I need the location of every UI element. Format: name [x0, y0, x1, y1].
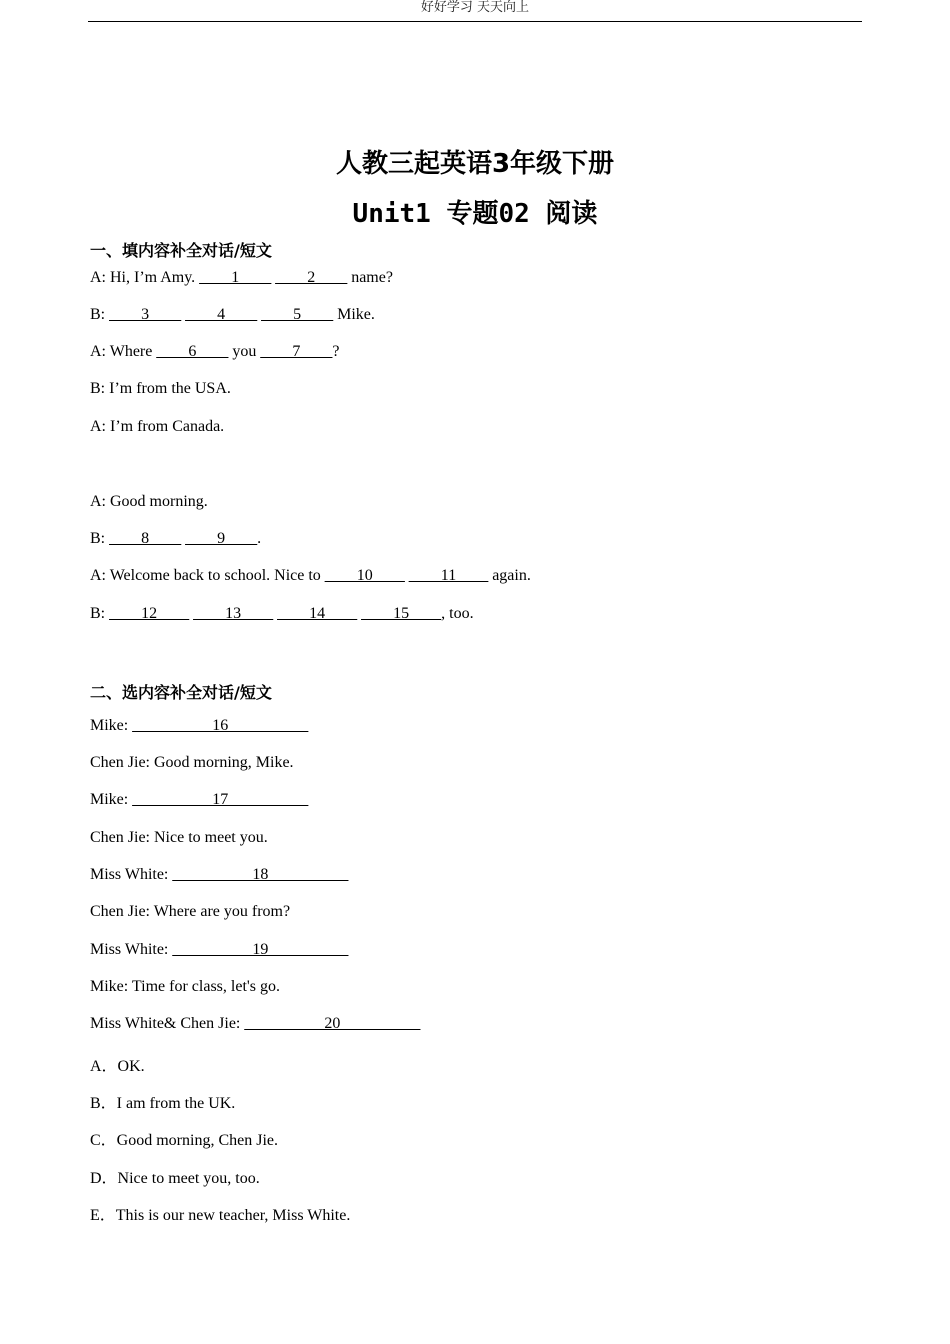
- section2-line: [90, 754, 294, 772]
- section1-line: [90, 418, 224, 436]
- section1-line: [90, 269, 393, 287]
- answer-blank: ____3____: [109, 306, 182, 323]
- section2-line: [90, 829, 268, 847]
- dialogue-text: A: Welcome back to school. Nice to: [90, 567, 325, 584]
- dialogue-text: ?: [332, 343, 340, 360]
- section1-line: [90, 605, 474, 623]
- section2-line: [90, 1015, 420, 1033]
- dialogue-text: Mike:: [90, 791, 133, 808]
- dialogue-text: , too.: [441, 605, 474, 622]
- dialogue-text: A: Hi, I’m Amy.: [90, 269, 200, 286]
- dialogue-text: you: [228, 343, 261, 360]
- dialogue-text: Miss White& Chen Jie:: [90, 1015, 245, 1032]
- answer-blank: ____14____: [277, 605, 358, 622]
- answer-blank: __________18__________: [172, 866, 349, 883]
- section1-line: [90, 306, 375, 324]
- answer-blank: ____12____: [109, 605, 190, 622]
- section1-line: [90, 530, 261, 548]
- answer-option: E．This is our new teacher, Miss White.: [90, 1207, 351, 1224]
- dialogue-text: A: I’m from Canada.: [90, 418, 225, 435]
- answer-blank: ____2____: [275, 269, 348, 286]
- answer-option: C．Good morning, Chen Jie.: [90, 1132, 278, 1149]
- section1-heading: 一、填内容补全对话/短文: [90, 241, 272, 260]
- dialogue-text: A: Good morning.: [90, 493, 208, 510]
- answer-option: D．Nice to meet you, too.: [90, 1170, 260, 1187]
- dialogue-text: Chen Jie: Nice to meet you.: [90, 829, 268, 846]
- section2-line: [90, 903, 290, 921]
- section2-line: [90, 941, 348, 959]
- section1-line: [90, 493, 208, 511]
- section2-line: [90, 717, 308, 735]
- dialogue-text: Mike: Time for class, let's go.: [90, 978, 280, 995]
- answer-blank: __________20__________: [244, 1015, 421, 1032]
- answer-blank: __________17__________: [132, 791, 309, 808]
- answer-blank: ____6____: [156, 343, 229, 360]
- answer-blank: ____7____: [260, 343, 333, 360]
- document-subtitle: Unit1 专题02 阅读: [352, 199, 598, 229]
- dialogue-text: Mike.: [333, 306, 375, 323]
- section2-line: [90, 866, 348, 884]
- dialogue-text: name?: [347, 269, 393, 286]
- document-title: 人教三起英语3年级下册: [335, 149, 615, 179]
- dialogue-text: .: [257, 530, 262, 547]
- section2-line: [90, 978, 280, 996]
- dialogue-text: Mike:: [90, 717, 133, 734]
- answer-blank: ____13____: [193, 605, 274, 622]
- page-header: 好好学习 天天向上: [88, 0, 862, 22]
- dialogue-text: B:: [90, 605, 110, 622]
- answer-option: B．I am from the UK.: [90, 1095, 236, 1112]
- answer-blank: ____9____: [185, 530, 258, 547]
- dialogue-text: again.: [488, 567, 531, 584]
- dialogue-text: B:: [90, 530, 110, 547]
- answer-blank: ____1____: [199, 269, 272, 286]
- dialogue-text: Chen Jie: Good morning, Mike.: [90, 754, 294, 771]
- dialogue-text: Chen Jie: Where are you from?: [90, 903, 291, 920]
- answer-blank: ____4____: [185, 306, 258, 323]
- answer-blank: ____11____: [408, 567, 489, 584]
- dialogue-text: Miss White:: [90, 866, 173, 883]
- answer-blank: ____10____: [324, 567, 405, 584]
- dialogue-text: B:: [90, 306, 110, 323]
- section1-line: [90, 343, 339, 361]
- answer-blank: ____15____: [361, 605, 442, 622]
- section1-line: [90, 380, 231, 398]
- dialogue-text: B: I’m from the USA.: [90, 380, 231, 397]
- dialogue-text: Miss White:: [90, 941, 173, 958]
- answer-blank: __________19__________: [172, 941, 349, 958]
- answer-blank: ____8____: [109, 530, 182, 547]
- section2-line: [90, 791, 308, 809]
- answer-option: A．OK.: [90, 1058, 145, 1075]
- section1-line: [90, 567, 531, 585]
- dialogue-text: A: Where: [90, 343, 157, 360]
- answer-blank: __________16__________: [132, 717, 309, 734]
- answer-blank: ____5____: [261, 306, 334, 323]
- section2-heading: 二、选内容补全对话/短文: [90, 683, 272, 702]
